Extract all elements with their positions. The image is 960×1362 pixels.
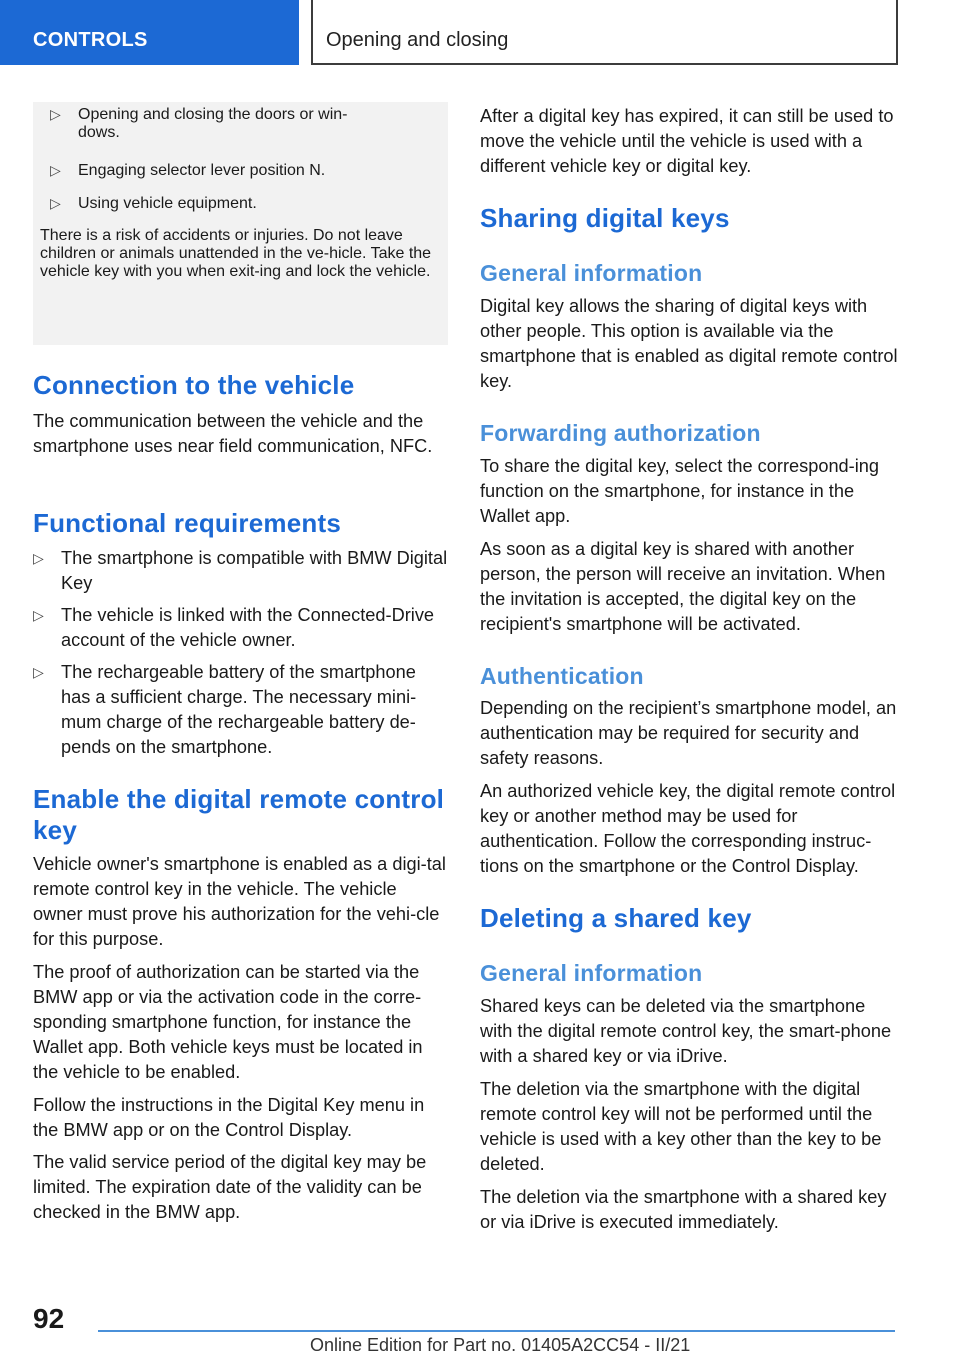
list-item — [50, 195, 448, 213]
heading-functional-requirements: Functional requirements — [33, 508, 341, 538]
warning-text: There is a risk of accidents or injuries. Do not leave children or animals unattended in the ve-hicle. Take the vehicle key with you when exit-ing and lock the vehicle. — [40, 227, 432, 280]
enable-paragraph-4: The valid service period of the digital key may be limited. The expiration date of the validity can be checked in the BMW app. — [33, 1152, 427, 1222]
page-number: 92 — [33, 1303, 65, 1334]
connection-text: The communication between the vehicle and the smartphone uses near field communication, NFC. — [33, 411, 433, 456]
enable-paragraph-2: The proof of authorization can be started via the BMW app or via the activation code in the corre-sponding smartphone function, for instance the Wallet app. Both vehicle keys must be located in the vehicle to be enabled. — [33, 962, 423, 1082]
heading-enable-key: Enable the digital remote control key — [33, 784, 445, 845]
list-item — [33, 603, 448, 653]
subheading-general-information-2: General information — [480, 960, 703, 986]
expired-key-text: After a digital key has expired, it can still be used to move the vehicle until the vehicle is used with a different vehicle key or digital key. — [480, 106, 894, 176]
edition-text: Online Edition for Part no. 01405A2CC54 - II/21 — [310, 1335, 691, 1355]
enable-paragraph-1: Vehicle owner's smartphone is enabled as a digi-tal remote control key in the vehicle. The vehicle owner must prove his authorization for the vehi-cle for this purpose. — [33, 854, 446, 949]
section-title: CONTROLS — [33, 29, 148, 51]
heading-connection: Connection to the vehicle — [33, 370, 355, 400]
list-item-text: Opening and closing the doors or win- dows. — [78, 106, 348, 141]
list-item-text: The smartphone is compatible with BMW Digital Key — [61, 548, 448, 593]
warning-box — [33, 102, 448, 345]
bullet-icon: ▷ — [33, 664, 44, 680]
list-item-text: The vehicle is linked with the Connected-Drive account of the vehicle owner. — [61, 605, 435, 650]
forwarding-paragraph-2: As soon as a digital key is shared with another person, the person will receive an invitation. When the invitation is accepted, the digital key on the recipient's smartphone will be activated. — [480, 539, 886, 634]
heading-deleting-shared-key: Deleting a shared key — [480, 903, 752, 933]
bullet-icon: ▷ — [50, 106, 61, 122]
subheading-general-information: General information — [480, 260, 703, 286]
list-item — [33, 546, 448, 596]
list-item — [50, 162, 448, 180]
sharing-general-text: Digital key allows the sharing of digital keys with other people. This option is available via the smartphone that is enabled as digital remote control key. — [480, 296, 898, 391]
authentication-paragraph-1: Depending on the recipient’s smartphone model, an authentication may be required for security and safety reasons. — [480, 698, 897, 768]
deleting-paragraph-1: Shared keys can be deleted via the smartphone with the digital remote control key, the smart-phone with a shared key or via iDrive. — [480, 996, 892, 1066]
chapter-title: Opening and closing — [326, 29, 509, 51]
subheading-authentication: Authentication — [480, 663, 644, 689]
authentication-paragraph-2: An authorized vehicle key, the digital remote control key or another method may be used for authentication. Follow the corresponding instruc-tions on the smartphone or the Control Display. — [480, 781, 896, 876]
subheading-forwarding-authorization: Forwarding authorization — [480, 420, 761, 446]
deleting-paragraph-3: The deletion via the smartphone with a shared key or via iDrive is executed immediately. — [480, 1187, 887, 1232]
list-item — [33, 660, 448, 760]
deleting-paragraph-2: The deletion via the smartphone with the digital remote control key will not be performed until the vehicle is used with a key other than the key to be deleted. — [480, 1079, 882, 1174]
bullet-icon: ▷ — [33, 550, 44, 566]
list-item — [50, 106, 448, 142]
heading-sharing-digital-keys: Sharing digital keys — [480, 203, 730, 233]
footer-divider — [98, 1330, 895, 1332]
list-item-text: Using vehicle equipment. — [78, 195, 257, 212]
chapter-tab — [311, 0, 898, 65]
list-item-text: Engaging selector lever position N. — [78, 162, 326, 179]
bullet-icon: ▷ — [50, 195, 61, 211]
forwarding-paragraph-1: To share the digital key, select the correspond-ing function on the smartphone, for instance in the Wallet app. — [480, 456, 879, 526]
section-tab — [0, 0, 299, 65]
bullet-icon: ▷ — [50, 162, 61, 178]
enable-paragraph-3: Follow the instructions in the Digital Key menu in the BMW app or on the Control Display. — [33, 1095, 425, 1140]
list-item-text: The rechargeable battery of the smartphone has a sufficient charge. The necessary mini-mum charge of the rechargeable battery de-pends on the smartphone. — [61, 662, 417, 757]
bullet-icon: ▷ — [33, 607, 44, 623]
